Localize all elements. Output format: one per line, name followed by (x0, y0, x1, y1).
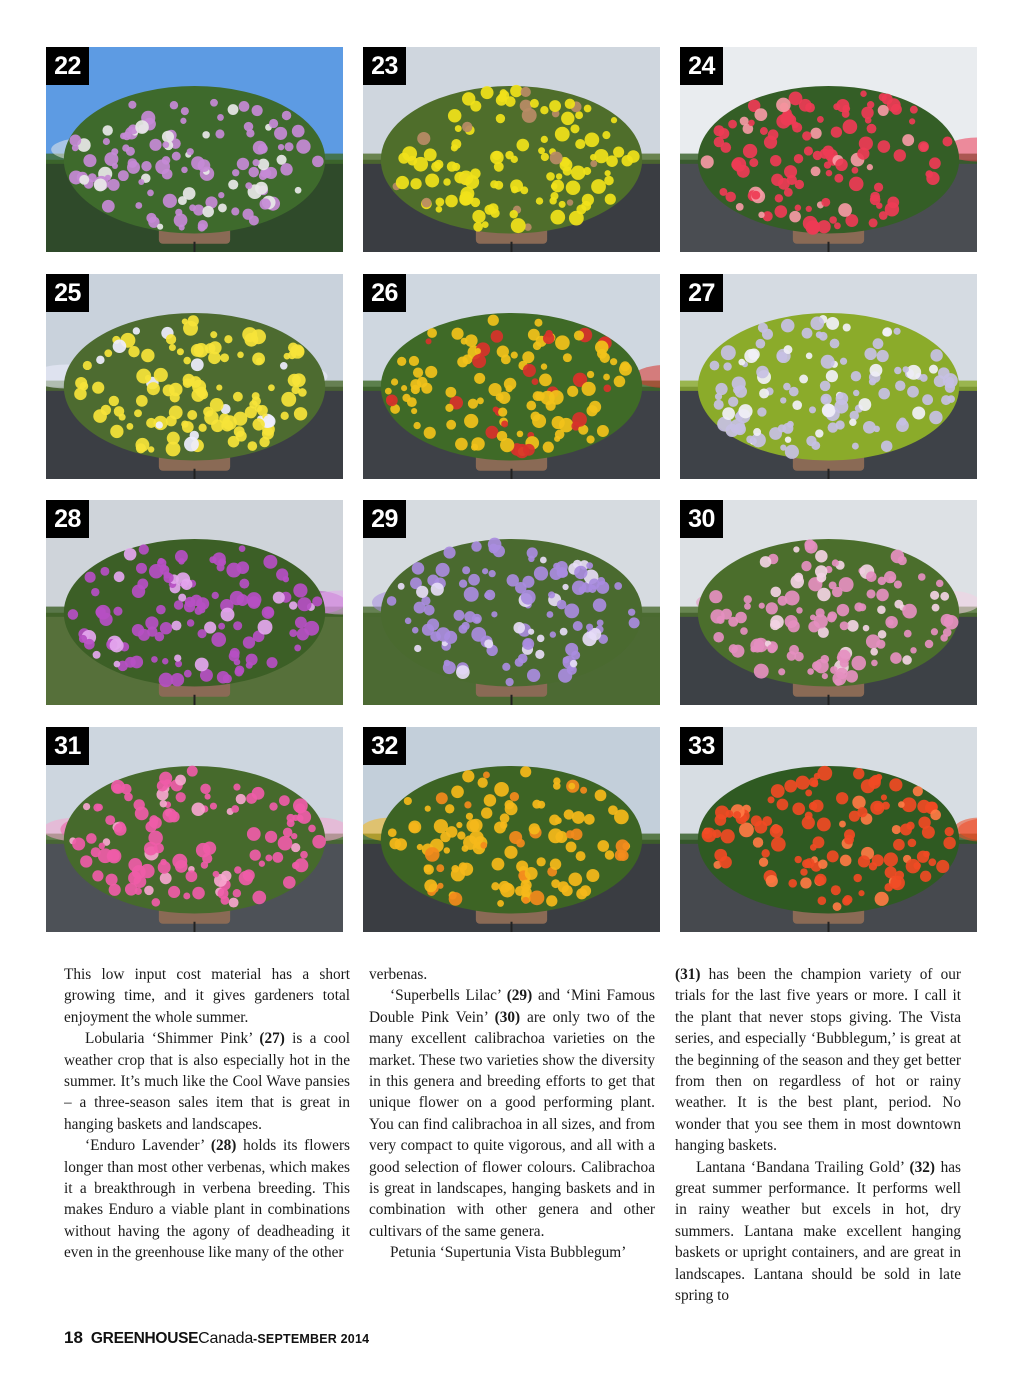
article-paragraph: Lobularia ‘Shimmer Pink’ (27) is a cool weather crop that is also especially hot in the summer. It’s much like the Cool Wave pansies – a three-season sales item that is great in hanging baskets and landscapes. (64, 1030, 350, 1133)
photo-reference: (32) (909, 1158, 935, 1176)
article-paragraph: This low input cost material has a short growing time, and it gives gardeners total enjoyment the whole summer. (64, 966, 350, 1026)
plant-photo (46, 274, 343, 479)
photo-number: 32 (363, 727, 406, 765)
article-column-1 (64, 964, 350, 1309)
photo-image (46, 47, 343, 252)
photo-number: 23 (363, 47, 406, 85)
plant-photo (680, 500, 977, 705)
plant-photo (680, 727, 977, 932)
photo-reference: (31) (675, 966, 701, 983)
photo-image (46, 500, 343, 705)
photo-number: 25 (46, 274, 89, 312)
photo-number: 29 (363, 500, 406, 538)
article-paragraph: (31) has been the champion variety of our trials for the last five years or more. I call it the plant that never stops giving. The Vista series, and especially ‘Bubblegum,’ is great at the beginning of the season and they get better from then on regardless of hot or rainy weather. It is the best plant, period. No wonder that you see them in most downtown hanging baskets. (675, 966, 961, 1155)
article-paragraph: Petunia ‘Supertunia Vista Bubblegum’ (390, 1244, 627, 1262)
photo-image (363, 727, 660, 932)
issue-date: -SEPTEMBER 2014 (253, 1332, 370, 1346)
article-paragraph: verbenas. (369, 966, 428, 983)
photo-reference: (30) (494, 1008, 521, 1026)
photo-number: 22 (46, 47, 89, 85)
plant-photo (363, 500, 660, 705)
photo-image (680, 727, 977, 932)
photo-number: 28 (46, 500, 89, 538)
plant-photo (680, 47, 977, 252)
photo-number: 30 (680, 500, 723, 538)
photo-image (46, 727, 343, 932)
article-paragraph: ‘Superbells Lilac’ (29) and ‘Mini Famous Double Pink Vein’ (30) are only two of the many excellent calibrachoa varieties on the market. These two varieties show the diversity in this genera and breeding efforts to get that unique flower on a good performing plant. You can find calibrachoa in all sizes, and from very compact to quite vigorous, and all with a good selection of flower colours. Calibrachoa is great in landscapes, hanging baskets and in combination with other genera and other cultivars of the same genera. (369, 987, 655, 1240)
photo-image (680, 47, 977, 252)
magazine-name-bold: GREENHOUSE (90, 1330, 199, 1347)
plant-photo (680, 274, 977, 479)
page-footer (64, 1328, 369, 1354)
photo-image (680, 500, 977, 705)
magazine-name-light: Canada (198, 1330, 254, 1347)
plant-photo (363, 727, 660, 932)
photo-number: 31 (46, 727, 89, 765)
photo-reference: (29) (506, 987, 533, 1005)
article-column-2 (369, 964, 655, 1309)
article-paragraph: Lantana ‘Bandana Trailing Gold’ (32) has great summer performance. It performs well in rainy weather but excels in hot, dry summers. Lantana make excellent hanging baskets or upright containers, and are great in landscapes. Lantana should be sold in late spring to (675, 1158, 961, 1305)
article-paragraph: ‘Enduro Lavender’ (28) holds its flowers longer than most other verbenas, which makes it a breakthrough in verbena breeding. This makes Enduro a viable plant in combinations without having the agony of deadheading it even in the greenhouse like many of the other (64, 1137, 350, 1262)
photo-number: 33 (680, 727, 723, 765)
photo-number: 26 (363, 274, 406, 312)
photo-image (363, 500, 660, 705)
page-number: 18 (64, 1328, 83, 1347)
plant-photo (363, 47, 660, 252)
photo-image (363, 47, 660, 252)
photo-image (46, 274, 343, 479)
photo-number: 27 (680, 274, 723, 312)
plant-photo (363, 274, 660, 479)
plant-photo (46, 500, 343, 705)
photo-grid (46, 47, 978, 933)
photo-number: 24 (680, 47, 723, 85)
plant-photo (46, 727, 343, 932)
article-column-3 (675, 964, 961, 1309)
photo-image (363, 274, 660, 479)
photo-image (680, 274, 977, 479)
photo-reference: (28) (210, 1137, 237, 1155)
plant-photo (46, 47, 343, 252)
photo-reference: (27) (259, 1030, 285, 1048)
